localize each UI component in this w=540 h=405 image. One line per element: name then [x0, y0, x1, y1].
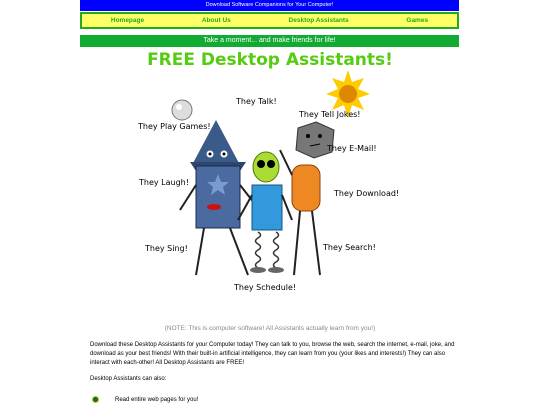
- tagline-text: Download Software Companions for Your Computer!: [205, 2, 334, 8]
- can-also-heading: Desktop Assistants can also:: [90, 376, 167, 382]
- label-they-laugh: They Laugh!: [139, 178, 189, 187]
- soccer-ball-icon: [172, 100, 192, 120]
- nav-homepage-link[interactable]: Homepage: [110, 17, 145, 24]
- wizard-assistant-figure: [180, 120, 258, 275]
- slogan-banner: [80, 35, 459, 47]
- feature-text: Read entire web pages for you!: [115, 396, 199, 403]
- robot-assistant-figure: [280, 122, 334, 275]
- label-they-sing: They Sing!: [145, 244, 188, 253]
- slogan-text: Take a moment... and make friends for life!: [203, 37, 336, 44]
- label-they-play-games: They Play Games!: [138, 122, 211, 131]
- list-item: [92, 396, 198, 403]
- label-they-talk: They Talk!: [236, 97, 277, 106]
- nav-games-link[interactable]: Games: [406, 17, 429, 24]
- label-they-search: They Search!: [323, 243, 376, 252]
- nav-about-us-link[interactable]: About Us: [201, 17, 231, 24]
- label-they-email: They E-Mail!: [327, 144, 377, 153]
- label-they-download: They Download!: [334, 189, 400, 198]
- top-tagline-bar: [80, 0, 459, 11]
- alien-assistant-figure: [238, 152, 292, 273]
- software-note: (NOTE: This is computer software! All Assistants actually learn from you!): [164, 325, 376, 332]
- page-title: FREE Desktop Assistants!: [147, 50, 393, 70]
- intro-paragraph: Download these Desktop Assistants for your Computer today! They can talk to you, browse the web, search the internet, e-mail, joke, and download as your best friends! With their built-in artificial intelligence, they can learn from you (your likes and interests!) They can also interact with each-other! All Desktop Assistants are FREE!: [90, 342, 455, 366]
- nav-desktop-assistants-link[interactable]: Desktop Assistants: [288, 17, 349, 24]
- label-they-schedule: They Schedule!: [234, 283, 297, 292]
- label-they-tell-jokes: They Tell Jokes!: [299, 110, 361, 119]
- main-nav: [80, 12, 459, 29]
- alien-bullet-icon: [92, 396, 99, 403]
